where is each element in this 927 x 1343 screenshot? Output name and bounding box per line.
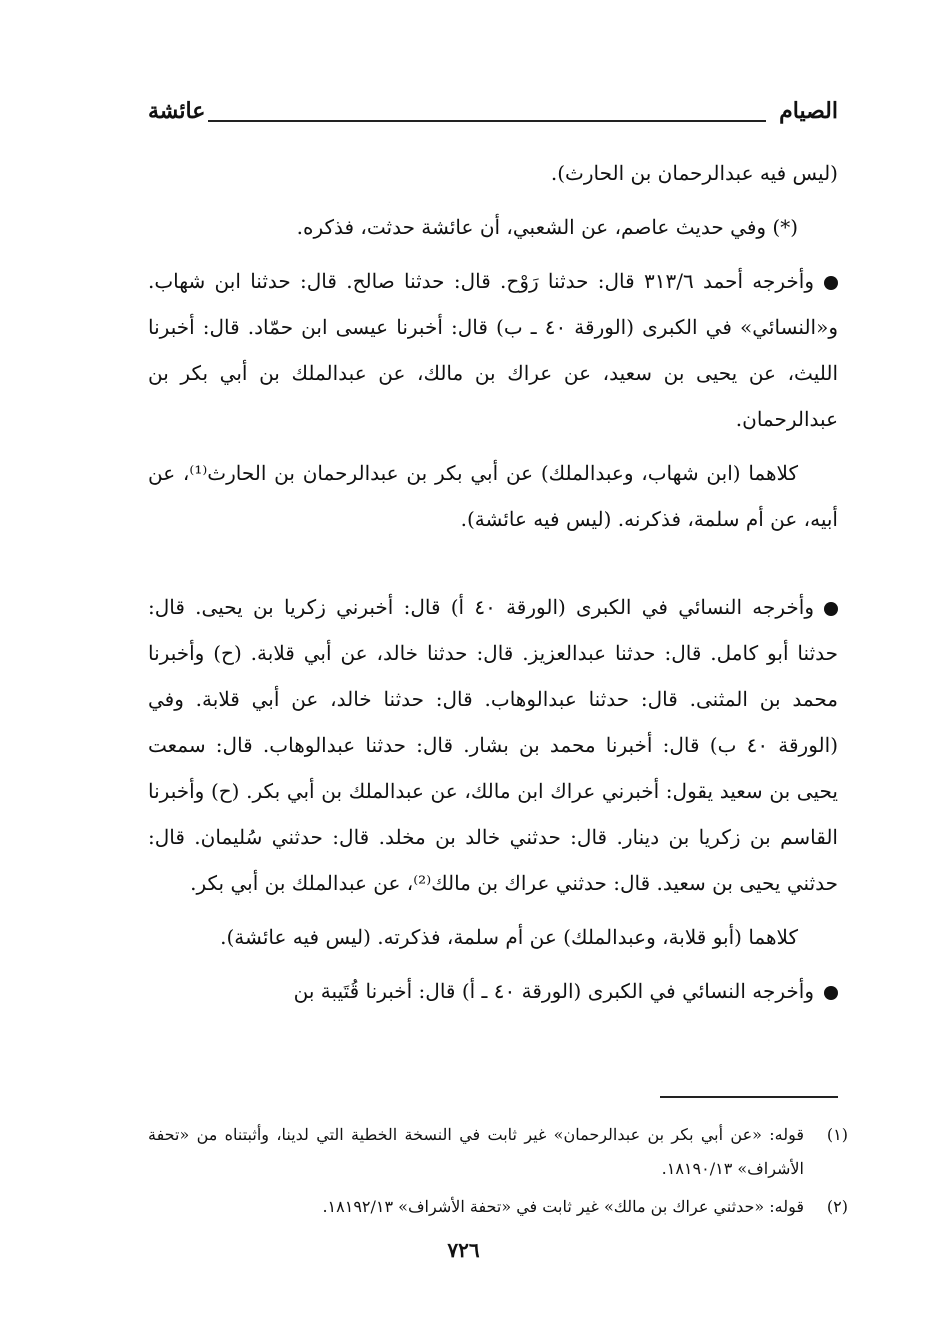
footnotes — [148, 1118, 848, 1228]
footnote-2 — [148, 1190, 848, 1224]
header-rule — [208, 120, 766, 122]
bullet-icon — [824, 602, 838, 616]
footnote-1 — [148, 1118, 848, 1186]
paragraph-5-text: وأخرجه النسائي في الكبرى (الورقة ٤٠ أ) قال: أخبرني زكريا بن يحيى. قال: حدثنا أبو كامل. قال: حدثنا عبدالعزيز. قال: حدثنا خالد، عن أبي قلابة. (ح) وأخبرنا محمد بن المثنى. قال: حدثنا عبدالوهاب. قال: حدثنا خالد، عن أبي قلابة. وفي (الورقة ٤٠ ب) قال: أخبرنا محمد بن بشار. قال: حدثنا عبدالوهاب. قال: سمعت يحيى بن سعيد يقول: أخبرني عراك ابن مالك، عن عبدالملك بن أبي بكر. (ح) وأخبرنا القاسم بن زكريا بن دينار. قال: حدثني خالد بن مخلد. قال: حدثني سُليمان. قال: حدثني يحيى بن سعيد. قال: حدثني عراك بن مالك⁽²⁾، عن عبدالملك بن أبي بكر. — [148, 595, 838, 895]
footnote-number: (٢) — [826, 1197, 848, 1216]
bullet-icon — [824, 986, 838, 1000]
bullet-icon — [824, 276, 838, 290]
footnote-text: قوله: «عن أبي بكر بن عبدالرحمان» غير ثابت في النسخة الخطية التي لدينا، وأثبتناه من «تحفة الأشراف» ١٨١٩٠/١٣. — [148, 1125, 804, 1178]
paragraph-7-text: وأخرجه النسائي في الكبرى (الورقة ٤٠ ـ أ) قال: أخبرنا قُتَيبة بن — [293, 979, 814, 1003]
paragraph-5 — [148, 584, 838, 906]
main-text — [148, 150, 838, 1022]
page-number: ٧٢٦ — [447, 1238, 480, 1262]
footnote-text: قوله: «حدثني عراك بن مالك» غير ثابت في «تحفة الأشراف» ١٨١٩٢/١٣. — [322, 1197, 804, 1216]
paragraph-6: كلاهما (أبو قلابة، وعبدالملك) عن أم سلمة، فذكرته. (ليس فيه عائشة). — [220, 925, 798, 949]
footnote-number: (١) — [826, 1125, 848, 1144]
running-header — [148, 98, 838, 138]
footnote-rule — [660, 1096, 838, 1098]
spacer — [148, 550, 838, 584]
paragraph-3 — [148, 258, 838, 442]
chapter-title: الصيام — [779, 98, 838, 124]
paragraph-7 — [148, 968, 838, 1014]
paragraph-4: كلاهما (ابن شهاب، وعبدالملك) عن أبي بكر بن عبدالرحمان بن الحارث⁽¹⁾، عن أبيه، عن أم سلمة، فذكرنه. (ليس فيه عائشة). — [148, 461, 838, 531]
section-title: عائشة — [148, 98, 206, 124]
paragraph-3-text: وأخرجه أحمد ٣١٣/٦ قال: حدثنا رَوْح. قال: حدثنا صالح. قال: حدثنا ابن شهاب. و«النسائي» في الكبرى (الورقة ٤٠ ـ ب) قال: أخبرنا عيسى ابن حمّاد. قال: أخبرنا الليث، عن يحيى بن سعيد، عن عراك بن مالك، عن عبدالملك بن أبي بكر بن عبدالرحمان. — [148, 269, 838, 431]
paragraph-1: (ليس فيه عبدالرحمان بن الحارث). — [550, 161, 838, 185]
paragraph-2: (*) وفي حديث عاصم، عن الشعبي، أن عائشة حدثت، فذكره. — [296, 215, 798, 239]
